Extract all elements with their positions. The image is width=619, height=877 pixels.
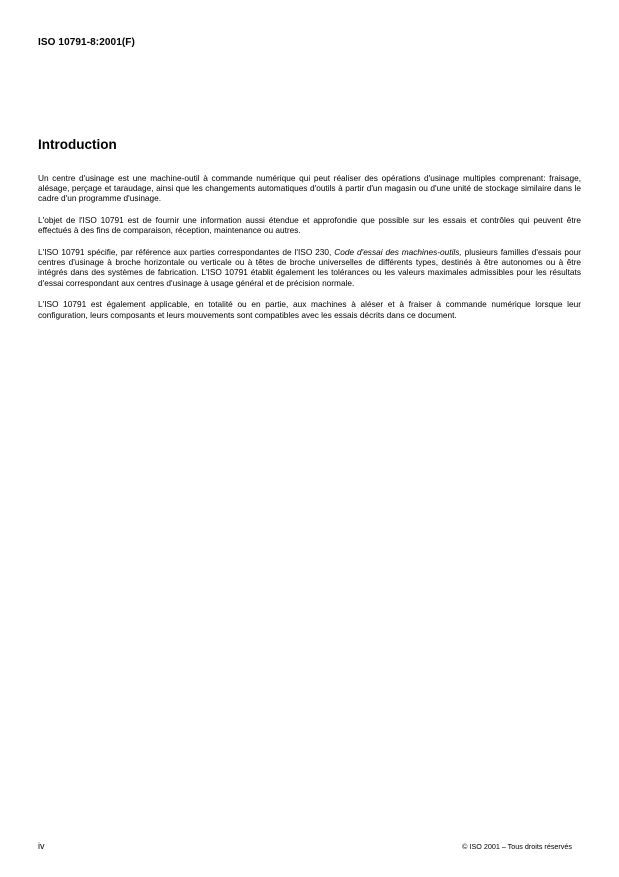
section-title: Introduction [38, 137, 117, 152]
paragraph-2: L'objet de l'ISO 10791 est de fournir une information aussi étendue et approfondie que possible sur les essais et contrôles qui peuvent être effectués à des fins de comparaison, réception, maintenance ou autres. [38, 215, 581, 236]
page-number: iv [38, 841, 45, 851]
paragraph-1: Un centre d'usinage est une machine-outil à commande numérique qui peut réaliser des opérations d'usinage multiples comprenant: fraisage, alésage, perçage et taraudage, ainsi que les changements automatiques d'outils à partir d'un magasin ou d'une unité de stockage similaire dans le cadre d'un programme d'usinage. [38, 173, 581, 204]
body-text [38, 173, 581, 331]
copyright-notice: © ISO 2001 – Tous droits réservés [462, 842, 572, 851]
document-id-header: ISO 10791-8:2001(F) [38, 37, 135, 48]
paragraph-3-text-before: L'ISO 10791 spécifie, par référence aux parties correspondantes de l'ISO 230, [38, 247, 335, 258]
paragraph-3 [38, 247, 581, 288]
paragraph-4: L'ISO 10791 est également applicable, en totalité ou en partie, aux machines à aléser et à fraiser à commande numérique lorsque leur configuration, leurs composants et leurs mouvements sont compatibles avec les essais décrits dans ce document. [38, 299, 581, 320]
paragraph-3-italic-reference: Code d'essai des machines-outils, [334, 247, 462, 258]
paragraph-3-text-after: plusieurs familles d'essais pour centres d'usinage à broche horizontale ou verticale ou à têtes de broche universelles de différents types, destinés à être autonomes ou à être intégrés dans des systèmes de fabrication. L'ISO 10791 établit également les tolérances ou les valeurs maximales admissibles pour les résultats d'essai correspondant aux centres d'usinage à usage général et de précision normale. [38, 247, 582, 288]
